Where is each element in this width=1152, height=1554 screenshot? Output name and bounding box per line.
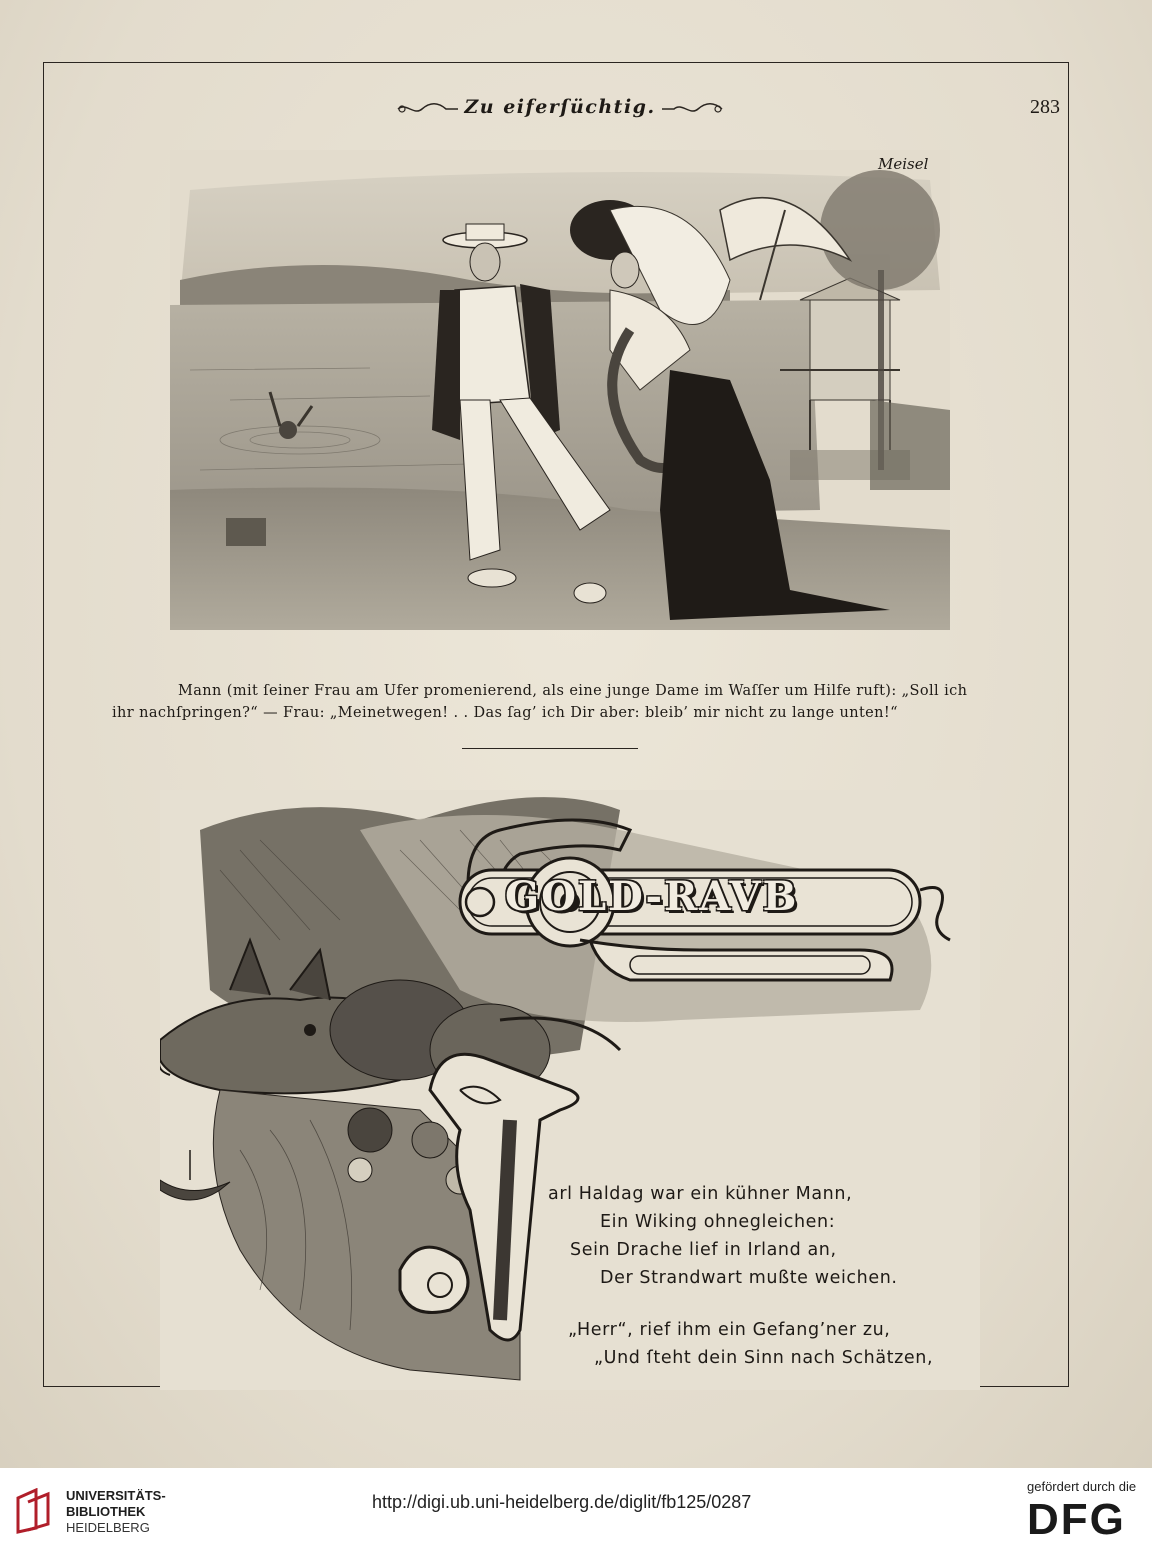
library-logo-icon (14, 1488, 54, 1534)
library-name[interactable] (66, 1488, 166, 1536)
funded-by-label: gefördert durch die (1027, 1479, 1137, 1494)
library-line-3: HEIDELBERG (66, 1520, 150, 1535)
reeds (870, 400, 950, 490)
page-number: 283 (1030, 96, 1060, 118)
footer-bar (0, 1468, 1152, 1554)
lakeside-illustration (170, 150, 950, 630)
running-title: Zu eiferſüchtig. (464, 96, 656, 118)
poem-line: Der Strandwart mußte weichen. (600, 1268, 898, 1288)
caption-line-1: Mann (mit ſeiner Frau am Ufer promenierend, als eine junge Dame im Waſſer um Hilfe ruft): „Soll ich (178, 683, 968, 699)
poem-line: „Herr“, rief ihm ein Gefang’ner zu, (568, 1320, 891, 1340)
poem-line: „Und ſteht dein Sinn nach Schätzen, (594, 1348, 934, 1368)
tree-stump (226, 518, 266, 546)
dfg-logo[interactable]: DFG (1027, 1495, 1126, 1544)
library-line-1: UNIVERSITÄTS- (66, 1488, 166, 1503)
library-line-2: BIBLIOTHEK (66, 1504, 146, 1519)
right-flourish-ornament (660, 102, 724, 116)
permalink[interactable]: http://digi.ub.uni-heidelberg.de/diglit/fb125/0287 (372, 1492, 752, 1512)
poem-line: Sein Drache lief in Irland an, (570, 1240, 837, 1260)
poem-text (548, 1180, 968, 1372)
cartoon-caption (112, 680, 1002, 724)
poem-line: arl Haldag war ein kühner Mann, (548, 1184, 853, 1204)
caption-line-2: ihr nachſpringen?“ — Frau: „Meinetwegen! . . Das ſag’ ich Dir aber: bleib’ mir nicht zu lange unten!“ (112, 705, 898, 721)
artist-signature: Meisel (878, 155, 929, 173)
poem-line: Ein Wiking ohnegleichen: (600, 1212, 836, 1232)
section-separator (462, 748, 638, 749)
left-flourish-ornament (396, 102, 460, 116)
poem-title: GOLD-RAVB (505, 873, 799, 920)
